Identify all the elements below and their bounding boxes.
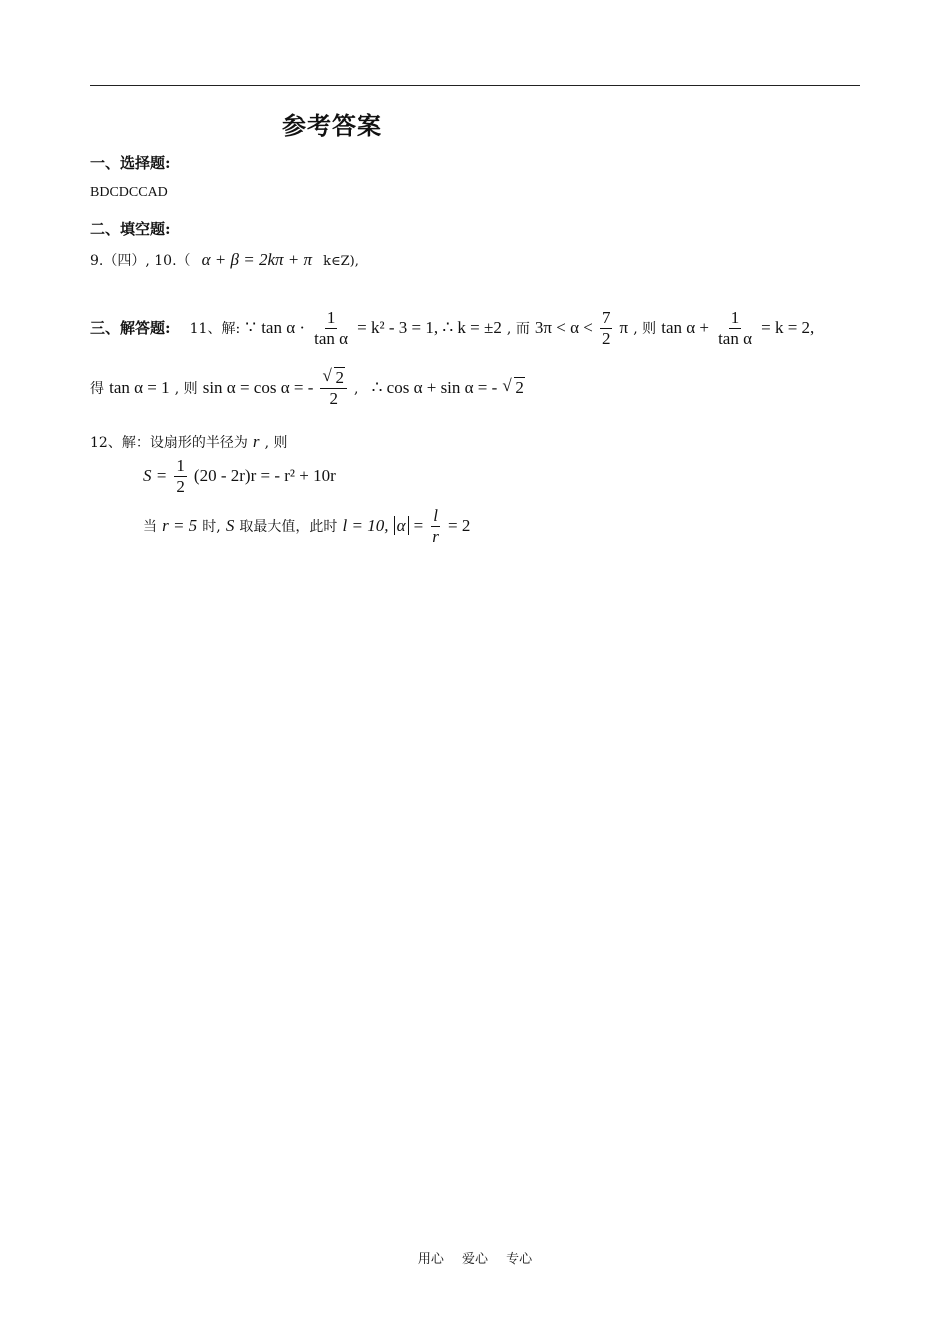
q12-line1 <box>90 432 288 452</box>
q12-formula-line <box>143 456 336 497</box>
q12-time: 时, <box>202 519 221 535</box>
fraction-denominator: tan α <box>314 329 349 348</box>
q12-conclusion-line <box>143 506 470 547</box>
q11-line1 <box>90 308 814 349</box>
fraction-denominator: r <box>432 527 439 546</box>
comma: , <box>354 381 359 397</box>
fraction-denominator: 2 <box>176 477 185 496</box>
q11-fraction-1 <box>312 308 350 349</box>
sqrt-symbol <box>322 368 345 388</box>
q12-equals: = <box>413 516 424 535</box>
q11-k-value: = k = 2, <box>761 318 815 337</box>
r-symbol: r <box>252 432 260 451</box>
section-choice-heading: 一、选择题: <box>90 154 171 172</box>
q12-area-lhs: S = <box>143 466 168 485</box>
q12-r-value: r = 5 <box>162 516 198 535</box>
fraction-numerator: l <box>433 506 438 525</box>
q12-half-fraction <box>174 456 187 497</box>
q12-abs-alpha: α <box>394 516 409 535</box>
q11-tan-sum: tan α + <box>661 318 709 337</box>
fraction-denominator: 2 <box>329 389 338 408</box>
q11-sin-cos: sin α = cos α = - <box>202 378 314 397</box>
because-symbol: ∵ <box>245 318 257 337</box>
page-footer: 用心 爱心 专心 <box>417 1252 533 1267</box>
q12-l-value: l = 10, <box>342 516 389 535</box>
page-title: 参考答案 <box>282 111 382 140</box>
fill-answers-line <box>90 250 359 270</box>
fraction-numerator: 1 <box>176 456 185 475</box>
sqrt-symbol <box>502 378 525 398</box>
section-solve-heading: 三、解答题: <box>90 319 171 337</box>
q11-label: 11、解: <box>189 321 241 337</box>
get-text: 得 <box>90 381 104 397</box>
q9-answer: 9.（四）, 10.（ <box>90 253 191 269</box>
then-text-2: , 则 <box>174 381 198 397</box>
section-fill-heading: 二、填空题: <box>90 220 171 238</box>
choice-answers: BDCDCCAD <box>90 185 168 200</box>
q11-k-equation: = k² - 3 = 1, ∴ k = ±2 <box>357 318 502 337</box>
q11-conclusion: ∴ cos α + sin α = - <box>371 378 498 397</box>
q10-condition: k∈Z), <box>323 254 359 269</box>
fraction-numerator <box>320 368 347 389</box>
pi-symbol: π <box>619 318 629 337</box>
and-text: , 而 <box>506 321 530 337</box>
q11-range-expr: 3π < α < <box>534 318 593 337</box>
q12-when: 当 <box>143 519 157 535</box>
q11-tan-expr: tan α · <box>261 318 306 337</box>
q12-l-over-r <box>430 506 441 547</box>
q11-fraction-7-2 <box>600 308 613 349</box>
fraction-denominator: tan α <box>718 329 753 348</box>
fraction-numerator: 1 <box>326 308 336 327</box>
radicand: 2 <box>515 378 524 397</box>
q11-tan-one: tan α = 1 <box>109 378 170 397</box>
q12-max-text: 取最大值，此时 <box>239 519 338 535</box>
q12-s-symbol: S <box>225 516 235 535</box>
header-rule <box>90 85 860 86</box>
fraction-numerator: 1 <box>730 308 740 327</box>
q11-fraction-2 <box>716 308 754 349</box>
q12-area-rhs: (20 - 2r)r = - r² + 10r <box>193 466 336 485</box>
q12-result: = 2 <box>448 516 471 535</box>
q11-fraction-sqrt2 <box>320 368 347 409</box>
q12-then: , 则 <box>264 435 288 451</box>
then-text: , 则 <box>633 321 657 337</box>
fraction-denominator: 2 <box>601 329 611 348</box>
q12-label: 12、解：设扇形的半径为 <box>90 435 248 451</box>
q11-line2 <box>90 368 525 409</box>
fraction-numerator: 7 <box>601 308 611 327</box>
q10-expression: α + β = 2kπ + π <box>201 250 313 269</box>
radicand: 2 <box>335 368 344 387</box>
